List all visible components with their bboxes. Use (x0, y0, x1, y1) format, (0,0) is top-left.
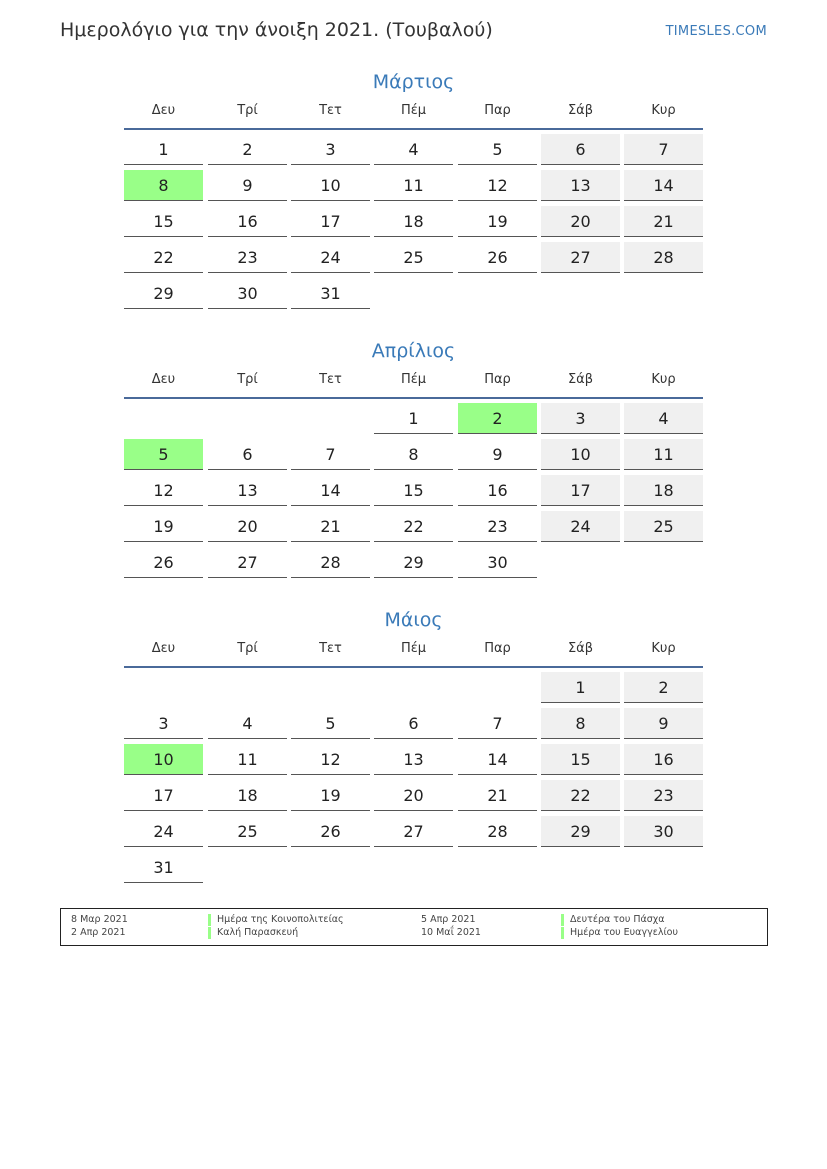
day-cell: 19 (124, 511, 203, 542)
weekday-header (124, 365, 703, 399)
day-cell: 7 (291, 439, 370, 470)
day-cell: 28 (458, 816, 537, 847)
day-cell: 2 (208, 134, 287, 165)
weekday-label: Παρ (484, 641, 511, 656)
day-cell: 7 (458, 708, 537, 739)
day-cell: 10 (541, 439, 620, 470)
legend-date: 5 Απρ 2021 (421, 914, 476, 925)
weekday-header (124, 96, 703, 130)
weekday-label: Παρ (484, 372, 511, 387)
page-title: Ημερολόγιο για την άνοιξη 2021. (Τουβαλού) (60, 19, 493, 41)
day-cell: 12 (458, 170, 537, 201)
day-cell: 3 (291, 134, 370, 165)
day-cell: 19 (458, 206, 537, 237)
day-cell: 15 (124, 206, 203, 237)
weekday-label: Τρί (237, 372, 258, 387)
weekday-label: Κυρ (651, 372, 676, 387)
day-cell: 8 (374, 439, 453, 470)
day-cell: 23 (458, 511, 537, 542)
day-cell: 8 (541, 708, 620, 739)
day-cell: 14 (291, 475, 370, 506)
weekday-label: Πέμ (400, 641, 427, 656)
day-cell: 3 (541, 403, 620, 434)
day-cell: 9 (624, 708, 703, 739)
day-cell: 30 (208, 278, 287, 309)
day-cell: 5 (458, 134, 537, 165)
weekday-label: Πέμ (400, 103, 427, 118)
day-cell: 11 (624, 439, 703, 470)
weekday-label: Σάβ (567, 372, 594, 387)
weekday-label: Κυρ (651, 103, 676, 118)
day-cell: 25 (374, 242, 453, 273)
day-cell: 21 (458, 780, 537, 811)
month-block (124, 337, 703, 572)
day-cell: 1 (124, 134, 203, 165)
day-cell: 25 (624, 511, 703, 542)
day-cell: 16 (208, 206, 287, 237)
day-cell: 17 (291, 206, 370, 237)
day-cell: 13 (208, 475, 287, 506)
day-cell: 12 (291, 744, 370, 775)
day-cell: 29 (541, 816, 620, 847)
day-cell: 27 (208, 547, 287, 578)
day-cell: 14 (458, 744, 537, 775)
day-cell: 26 (291, 816, 370, 847)
day-cell: 31 (291, 278, 370, 309)
weekday-label: Σάβ (567, 103, 594, 118)
weekday-label: Τρί (237, 641, 258, 656)
holiday-day-cell: 10 (124, 744, 203, 775)
day-cell: 11 (374, 170, 453, 201)
day-cell: 10 (291, 170, 370, 201)
day-cell: 20 (374, 780, 453, 811)
day-cell: 28 (291, 547, 370, 578)
day-cell: 6 (208, 439, 287, 470)
day-cell: 23 (624, 780, 703, 811)
weekday-label: Δευ (151, 372, 176, 387)
day-cell: 26 (124, 547, 203, 578)
day-cell: 26 (458, 242, 537, 273)
day-cell: 15 (374, 475, 453, 506)
day-cell: 30 (458, 547, 537, 578)
weekday-label: Τετ (319, 372, 342, 387)
holiday-day-cell: 2 (458, 403, 537, 434)
weekday-label: Σάβ (567, 641, 594, 656)
weekday-label: Τετ (319, 641, 342, 656)
month-title: Μάιος (384, 609, 443, 631)
weekday-label: Δευ (151, 103, 176, 118)
day-cell: 19 (291, 780, 370, 811)
weekday-label: Δευ (151, 641, 176, 656)
day-cell: 29 (124, 278, 203, 309)
legend-date: 10 Μαΐ 2021 (421, 927, 481, 938)
holiday-legend (60, 908, 768, 946)
day-cell: 28 (624, 242, 703, 273)
legend-holiday-name: Ημέρα του Ευαγγελίου (561, 927, 678, 939)
day-cell: 27 (374, 816, 453, 847)
legend-holiday-name: Ημέρα της Κοινοπολιτείας (208, 914, 344, 926)
legend-holiday-name: Καλή Παρασκευή (208, 927, 298, 939)
month-block (124, 68, 703, 303)
day-cell: 31 (124, 852, 203, 883)
day-cell: 4 (208, 708, 287, 739)
day-cell: 18 (624, 475, 703, 506)
day-cell: 13 (541, 170, 620, 201)
day-cell: 11 (208, 744, 287, 775)
day-cell: 24 (124, 816, 203, 847)
legend-date: 8 Μαρ 2021 (71, 914, 128, 925)
day-cell: 1 (374, 403, 453, 434)
day-cell: 13 (374, 744, 453, 775)
day-cell: 6 (541, 134, 620, 165)
weekday-label: Τρί (237, 103, 258, 118)
holiday-day-cell: 5 (124, 439, 203, 470)
day-cell: 9 (208, 170, 287, 201)
weekday-label: Κυρ (651, 641, 676, 656)
weekday-label: Πέμ (400, 372, 427, 387)
day-cell: 20 (208, 511, 287, 542)
day-cell: 16 (624, 744, 703, 775)
day-cell: 25 (208, 816, 287, 847)
day-cell: 22 (541, 780, 620, 811)
day-cell: 16 (458, 475, 537, 506)
day-cell: 18 (208, 780, 287, 811)
day-cell: 24 (291, 242, 370, 273)
day-cell: 6 (374, 708, 453, 739)
weekday-label: Παρ (484, 103, 511, 118)
day-cell: 22 (124, 242, 203, 273)
day-cell: 23 (208, 242, 287, 273)
day-cell: 2 (624, 672, 703, 703)
day-cell: 21 (291, 511, 370, 542)
day-cell: 9 (458, 439, 537, 470)
day-cell: 7 (624, 134, 703, 165)
day-cell: 21 (624, 206, 703, 237)
day-cell: 18 (374, 206, 453, 237)
month-title: Απρίλιος (371, 340, 456, 362)
day-cell: 27 (541, 242, 620, 273)
day-cell: 17 (124, 780, 203, 811)
holiday-day-cell: 8 (124, 170, 203, 201)
day-cell: 29 (374, 547, 453, 578)
brand-logo-text[interactable]: TIMESLES.COM (665, 24, 767, 39)
day-cell: 4 (624, 403, 703, 434)
day-cell: 22 (374, 511, 453, 542)
month-title: Μάρτιος (372, 71, 455, 93)
day-cell: 15 (541, 744, 620, 775)
day-cell: 30 (624, 816, 703, 847)
legend-date: 2 Απρ 2021 (71, 927, 126, 938)
day-cell: 20 (541, 206, 620, 237)
day-cell: 24 (541, 511, 620, 542)
weekday-label: Τετ (319, 103, 342, 118)
day-cell: 17 (541, 475, 620, 506)
day-cell: 1 (541, 672, 620, 703)
weekday-header (124, 634, 703, 668)
legend-holiday-name: Δευτέρα του Πάσχα (561, 914, 665, 926)
month-block (124, 606, 703, 877)
day-cell: 14 (624, 170, 703, 201)
day-cell: 5 (291, 708, 370, 739)
day-cell: 3 (124, 708, 203, 739)
day-cell: 12 (124, 475, 203, 506)
day-cell: 4 (374, 134, 453, 165)
